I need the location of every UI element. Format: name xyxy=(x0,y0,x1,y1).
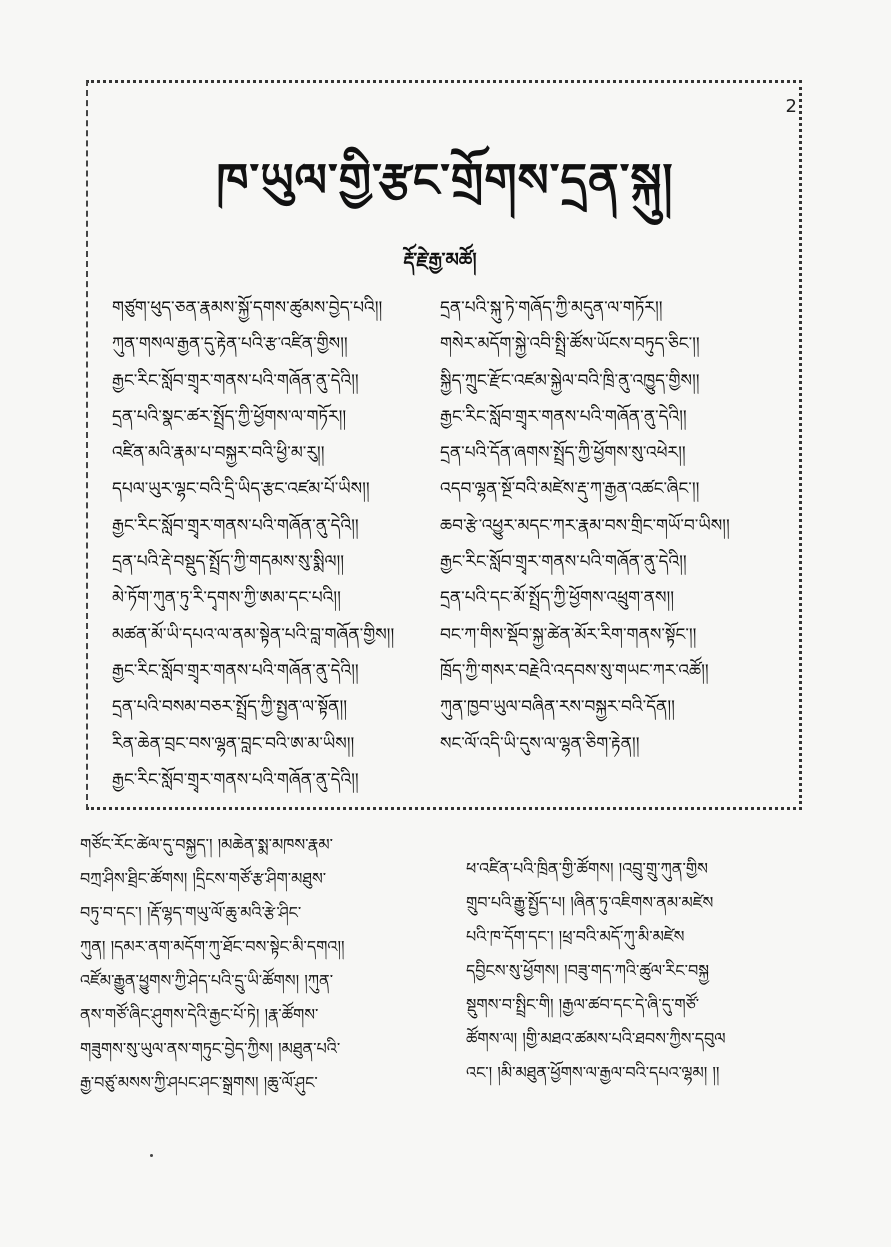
verse-line: དྲན་པའི་དང་མོ་སྤྲོད་ཀྱི་ཕྱོགས་འཕྲུག་ནས།། xyxy=(440,588,674,609)
prose-line: འཛོམ་རྒྱུན་ཕྱུགས་ཀྱི་ཤེད་པའི་དྲུ་ཡི་ཚོགས། །ཀུན་ xyxy=(80,971,334,990)
poem-author: རྡོ་རྗེ་རྒྱ་མཚོ། xyxy=(403,249,477,271)
prose-line: འང་། །མི་མཐུན་ཕྱོགས་ལ་རྒྱལ་བའི་དཔའ་ལྷམ། །། xyxy=(466,1063,720,1082)
verse-line: ཀུན་གསལ་རྒྱན་དུ་རྟེན་པའི་རྩ་འཛིན་གྱིས།། xyxy=(112,334,348,355)
verse-line: གཙུག་ཕུད་ཅན་རྣམས་སྐྱོ་དགས་ཚུམས་བྱེད་པའི།། xyxy=(112,298,383,318)
verse-line: རྒྱང་རིང་སློབ་གྲྭར་གནས་པའི་གཞོན་ནུ་དེའི།། xyxy=(112,769,359,790)
page-number: 2 xyxy=(785,96,797,117)
verse-line: ཆབ་རྩེ་འཕྱུར་མདང་ཀར་རྣམ་བས་གྲིང་གཡོ་བ་ཡིས།། xyxy=(440,515,730,536)
verse-line: སང་ལོ་འདི་ཡི་དུས་ལ་ལྷན་ཅིག་རྟེན།། xyxy=(440,733,640,754)
verse-line: སྐྱིད་ཀྲུང་རྫོང་འཛམ་སྐྱེལ་བའི་ཁྲི་ནུ་འཁྱུད་གྱིས།། xyxy=(440,370,700,391)
prose-line: བཀྲ་ཤིས་ཐྲིང་ཚོགས། །དྲིངས་གཙོ་རྩ་ཤིག་མཐུས་ xyxy=(80,869,327,888)
verse-line: དྲན་པའི་བསམ་བཅར་སྤྲོད་ཀྱི་སྤྱན་ལ་སྟོན།། xyxy=(112,697,348,718)
verse-line: འཛིན་མའི་རྣམ་པ་བསྐྱར་བའི་ཕྱི་མ་རུ།། xyxy=(112,443,325,464)
verse-line: དྲན་པའི་སྐུ་ཏེ་གཞོད་ཀྱི་མདུན་ལ་གཏོར།། xyxy=(440,298,663,318)
verse-line: ཁྲོད་ཀྱི་གསར་བརྗེའི་འདབས་སུ་གཡང་ཀར་འཚོ།། xyxy=(440,660,709,681)
verse-line: དྲན་པའི་དོན་ཞགས་སྤྲོད་ཀྱི་ཕྱོགས་སུ་འཕེར།། xyxy=(440,443,686,464)
ink-speck xyxy=(150,1154,153,1157)
verse-line: གསེར་མདོག་སྐྱེ་འབི་སྤྲི་ཚོས་ཡོངས་བཏུད་ཅིང་།། xyxy=(440,334,700,355)
prose-line: བཏུ་བ་དང་། །རྡོ་ལྷད་གཡུ་ལོ་ཆུ་མའི་རྩེ་ཤིང་ xyxy=(80,903,302,922)
prose-line: ཚོགས་ལ། །གྱི་མཐའ་ཚམས་པའི་ཐབས་ཀྱིས་དབུལ xyxy=(466,1029,726,1048)
verse-line: དྲན་པའི་རྡེ་བསྡུད་སྤྲོད་ཀྱི་གདམས་སུ་སྨིལ།། xyxy=(112,552,345,573)
verse-line: མེ་ཏོག་ཀུན་ཏུ་རི་དྭགས་ཀྱི་ཨམ་དང་པའི།། xyxy=(112,588,341,609)
verse-line: རིན་ཆེན་བྲང་བས་ལྷན་བླང་བའི་ཨ་མ་ཡིས།། xyxy=(112,733,355,754)
verse-line: དཔལ་ཡུར་ལྷང་བའི་དྲི་ཡིད་རྩང་འཛམ་པོ་ཡིས།། xyxy=(112,479,370,500)
prose-line: གཙོང་རོང་ཚེལ་དུ་བསྐྱད་། །མཆེན་སྨ་མཁས་རྣམ་ xyxy=(80,835,334,854)
verse-line: རྒྱང་རིང་སློབ་གྲྭར་གནས་པའི་གཞོན་ནུ་དེའི།། xyxy=(112,660,359,681)
verse-line: རྒྱང་རིང་སློབ་གྲྭར་གནས་པའི་གཞོན་ནུ་དེའི།། xyxy=(112,515,359,536)
verse-line: རྒྱང་རིང་སློབ་གྲྭར་གནས་པའི་གཞོན་ནུ་དེའི།། xyxy=(440,406,687,427)
verse-column-left xyxy=(112,290,432,798)
verse-line: བང་ཀ་གིས་སྡོབ་སྐྱ་ཚེན་མོར་རིག་གནས་སྟོང་།། xyxy=(440,624,697,645)
verse-line: ཀུན་ཁྱབ་ཡུལ་བཞིན་རས་བསྐྱར་བའི་དོན།། xyxy=(440,697,675,718)
verse-line: རྒྱང་རིང་སློབ་གྲྭར་གནས་པའི་གཞོན་ནུ་དེའི།། xyxy=(112,370,359,391)
prose-line: དབྱིངས་སུ་ཕྱོགས། །བཟུ་གད་ཀའི་ཚུལ་རིང་བསྐྱ xyxy=(466,961,710,980)
verse-line: དྲན་པའི་སྣང་ཚར་སྤྲོད་ཀྱི་ཕྱོགས་ལ་གཏོར།། xyxy=(112,406,347,427)
prose-line: རྒྱ་བཙུ་མསས་ཀྱི་ཤཔང་ཤང་སྒྲགས། །ཆུ་ལོ་ཤུང་ xyxy=(80,1073,318,1092)
prose-line: པའི་ཁ་དོག་དང་། །ཕྲ་བའི་མདོ་ཀུ་མི་མཛེས xyxy=(466,927,685,946)
prose-line: ནས་གཙོ་ཞིང་ཤུགས་དེའི་རྒྱང་པོ་ཏེ། །རྣ་ཚོགས་ xyxy=(80,1005,319,1024)
verse-line: འདབ་ལྷན་སྔོ་བའི་མཛེས་རྡུ་ཀ་རྒྱན་འཚང་ཞིང་།། xyxy=(440,479,700,500)
verse-column-right xyxy=(440,290,760,762)
poem-title: ཁ་ཡུལ་གྱི་རྩང་གྲོགས་དྲན་སྐུ། xyxy=(216,153,674,207)
prose-line: གཟུགས་སུ་ཡུལ་ནས་གཏུང་བྱེད་ཀྱིས། །མཐུན་པའི་ xyxy=(80,1039,341,1058)
prose-line: གྲུབ་པའི་རྒྱུ་སྤྱོད་པ། །ཞིན་ཏུ་འཇིགས་ནམ་མཛེས xyxy=(466,893,714,912)
prose-column-left xyxy=(80,828,440,1100)
prose-line: སྡུགས་བ་སྤྲིང་གི། །རྒྱལ་ཚབ་དང་དེ་ཞི་དུ་གཙོ་ xyxy=(466,995,700,1014)
verse-line: མཚན་མོ་ཡི་དཔའ་ལ་ནམ་སྟེན་པའི་བླ་གཞོན་གྱིས།། xyxy=(112,624,395,645)
prose-column-right xyxy=(466,852,816,1090)
verse-line: རྒྱང་རིང་སློབ་གྲྭར་གནས་པའི་གཞོན་ནུ་དེའི།། xyxy=(440,552,687,573)
prose-line: ཀུན། །དམར་ནག་མདོག་ཀུ་ཐོང་བས་སྟེང་མི་དགའ།། xyxy=(80,937,345,956)
prose-line: ཕ་འཛིན་པའི་ཁྲིན་གྱི་ཚོགས། །འབྲུ་གྲུ་ཀུན་གྱིས xyxy=(466,859,708,878)
